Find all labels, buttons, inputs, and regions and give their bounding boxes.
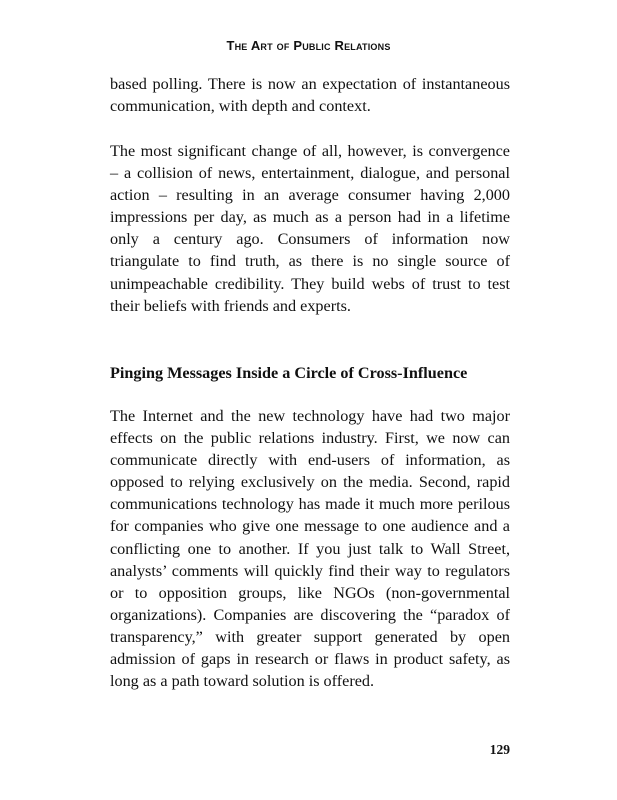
paragraph-section-body: The Internet and the new technology have had two major effects on the public relations industry. First, we now can communicate directly with end-users of information, as opposed to relying exclusively on the media. Second, rapid communications technology has made it much more perilous for companies who give one message to one audience and a conflicting one to another. If you just talk to Wall Street, analysts’ comments will quickly find their way to regulators or to opposition groups, like NGOs (non-governmental organizations). Companies are discovering the “paradox of transparency,” with greater support generated by open admission of gaps in research or flaws in product safety, as long as a path toward solution is offered. <box>110 407 510 691</box>
page-number: 129 <box>489 742 510 757</box>
section-heading: Pinging Messages Inside a Circle of Cross-Influence <box>110 364 468 382</box>
paragraph-continued: based polling. There is now an expectation of instantaneous communication, with depth and context. <box>110 75 510 116</box>
paragraph-convergence: The most significant change of all, however, is convergence – a collision of news, entertainment, dialogue, and personal action – resulting in an average consumer having 2,000 impressions per day, as much as a person had in a lifetime only a century ago. Consumers of information now triangulate to find truth, as there is no single source of unimpeachable credibility. They build webs of trust to test their beliefs with friends and experts. <box>110 142 510 315</box>
running-head: The Art of Public Relations <box>226 38 391 53</box>
